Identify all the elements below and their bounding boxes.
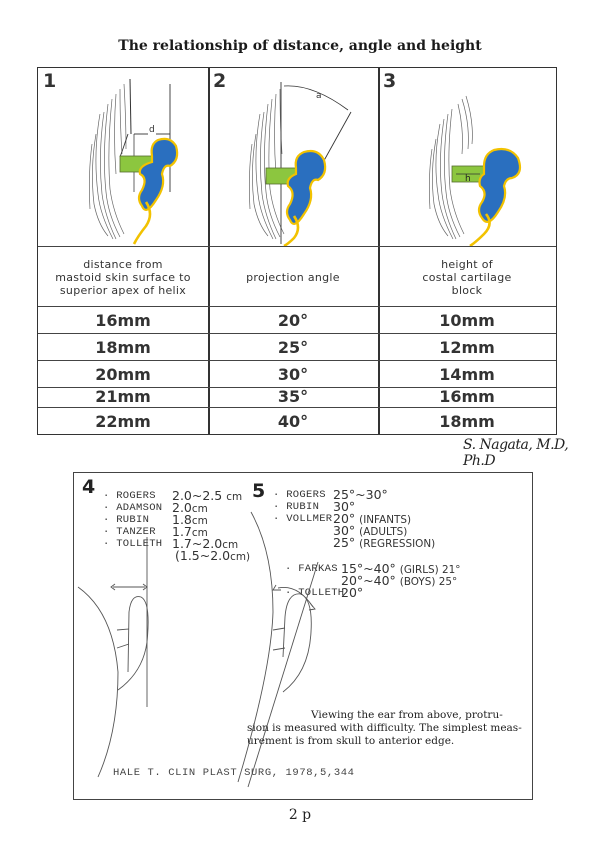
list-item: (1.5~2.0cm) [175, 548, 251, 563]
list-item: · ROGERS 2.0~2.5 cm [103, 488, 243, 503]
list-item: · TOLLETH 1.7~2.0cm [103, 536, 239, 551]
document-title: The relationship of distance, angle and height [118, 38, 482, 54]
height-h-label: h [465, 174, 471, 184]
ear-top-view-drawings [73, 472, 533, 800]
ear-cross-section-figure-3 [378, 74, 548, 246]
list-item: · VOLLMER 20° (INFANTS) [273, 511, 412, 526]
panel-number-2: 2 [213, 70, 227, 92]
ear-cross-section-figure-1 [38, 74, 208, 246]
list-item: · ROGERS 25°~30° [273, 487, 388, 502]
citation: HALE T. CLIN PLAST SURG, 1978,5,344 [113, 767, 355, 779]
header-distance: distance from mastoid skin surface to superior apex of helix [55, 257, 191, 297]
list-item: · TANZER 1.7cm [103, 524, 208, 539]
list-item: · TOLLETH 20° [285, 585, 364, 600]
panel-number-1: 1 [43, 70, 57, 92]
header-cartilage-height: height of costal cartilage block [422, 257, 512, 297]
author-signature: S. Nagata, M.D, Ph.D [463, 437, 569, 469]
figure-number-4: 4 [82, 476, 96, 498]
list-item: 25° (REGRESSION) [333, 535, 436, 550]
list-item: · RUBIN 30° [273, 499, 356, 514]
list-item: · ADAMSON 2.0cm [103, 500, 208, 515]
angle-a-label: a [316, 91, 322, 101]
distance-d-label: d [149, 125, 155, 135]
header-projection-angle: projection angle [246, 270, 340, 284]
page-number: 2 p [288, 807, 312, 823]
panel-number-3: 3 [383, 70, 397, 92]
list-item: · RUBIN 1.8cm [103, 512, 208, 527]
list-item: 20°~40° (BOYS) 25° [341, 573, 458, 588]
list-item: 30° (ADULTS) [333, 523, 408, 538]
list-item: · FARKAS 15°~40° (GIRLS) 21° [285, 561, 461, 576]
relationship-table: 1 2 3 d a h distance from mastoid skin surface to superior apex of helix projection angle height of costal cartilage block 16mm 20° 10mm 18mm 25° 12mm 20mm 30° 14mm 21mm 35° 16mm 22mm 40° 18mm [37, 67, 557, 435]
ear-cross-section-figure-2 [208, 74, 378, 246]
figure-number-5: 5 [252, 480, 266, 502]
figure-caption: Viewing the ear from above, protru- sion is measured with difficulty. The simplest meas- urement is from skull to anterior edge. [247, 709, 522, 747]
